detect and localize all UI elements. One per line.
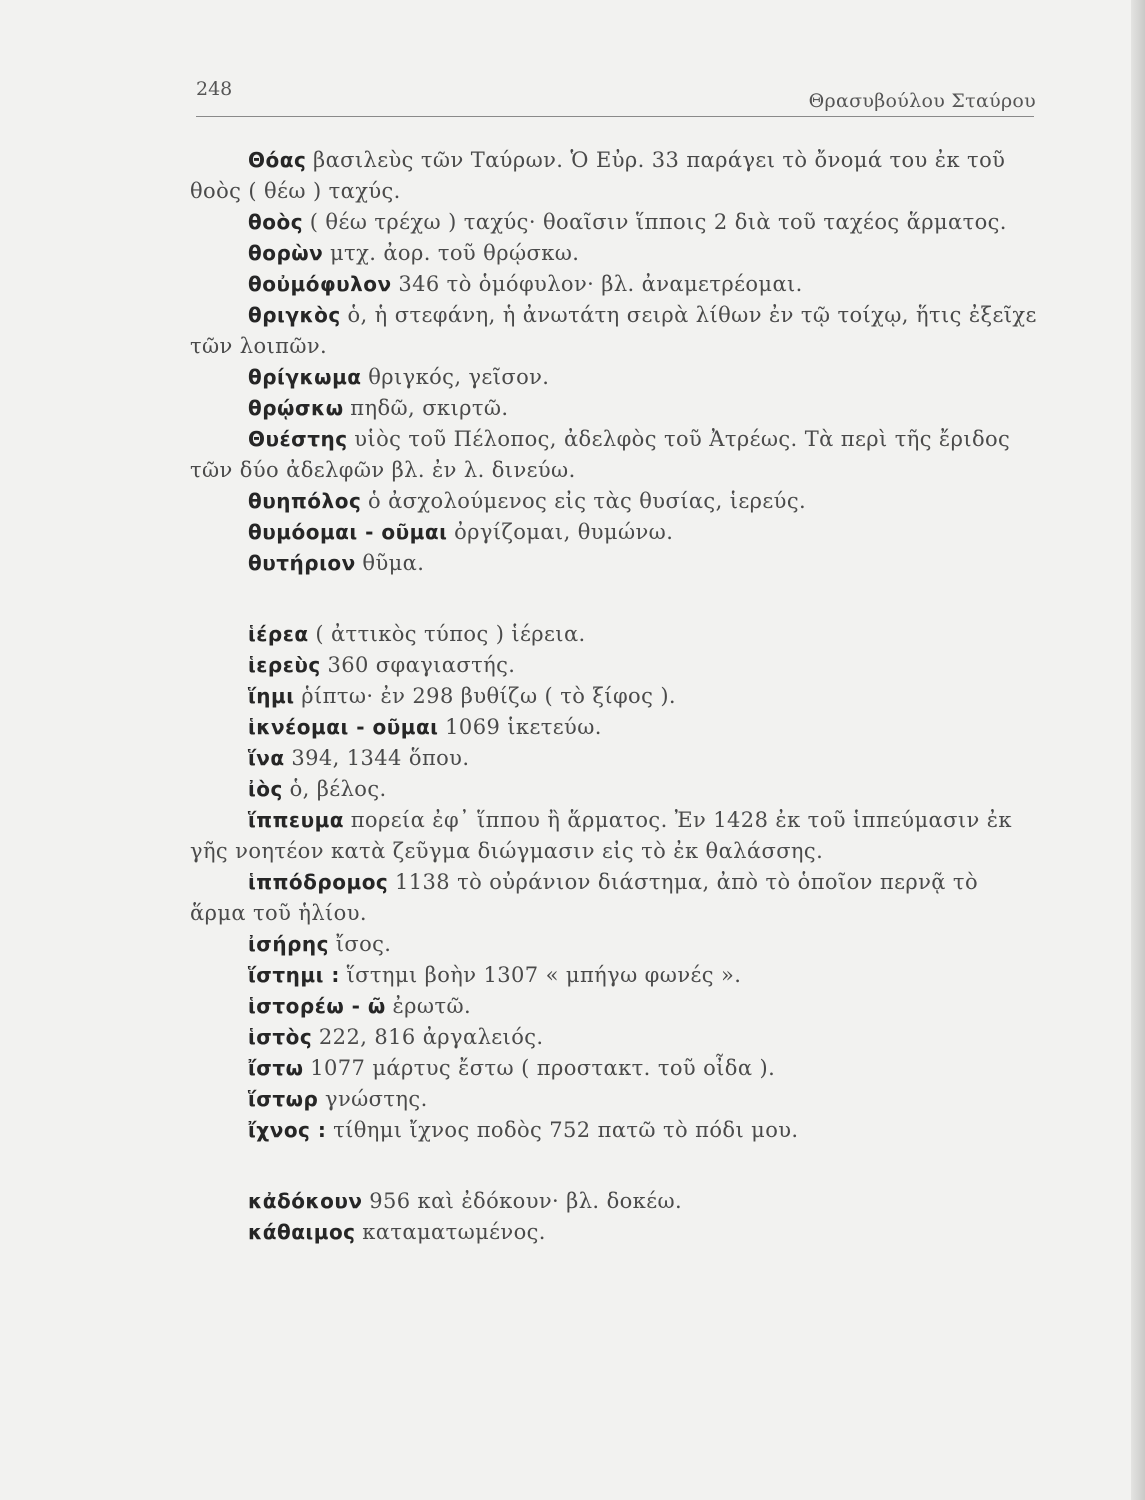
- definition: βασιλεὺς τῶν Ταύρων. Ὁ Εὐρ. 33 παράγει τὸ ὄνομά του ἐκ τοῦ θοὸς ( θέω ) ταχύς.: [190, 148, 1006, 203]
- headword: ἵππευμα: [248, 808, 345, 832]
- dictionary-entry: [190, 1217, 1040, 1248]
- headword: ἵνα: [248, 746, 285, 770]
- headword: κάθαιμος: [248, 1220, 356, 1244]
- headword: ἵστωρ: [248, 1087, 319, 1111]
- definition: μτχ. ἀορ. τοῦ θρῴσκω.: [330, 241, 580, 265]
- definition: 222, 816 ἀργαλειός.: [318, 1025, 544, 1049]
- headword: θυμόομαι - οῦμαι: [248, 520, 448, 544]
- definition: πηδῶ, σκιρτῶ.: [350, 396, 509, 420]
- headword: ἰὸς: [248, 777, 283, 801]
- dictionary-entry: [190, 743, 1040, 774]
- dictionary-entry: [190, 393, 1040, 424]
- definition: ῥίπτω· ἐν 298 βυθίζω ( τὸ ξίφος ).: [301, 684, 676, 708]
- dictionary-entry: [190, 867, 1040, 929]
- definition: ἵστημι βοὴν 1307 « μπήγω φωνές ».: [346, 963, 742, 987]
- dictionary-entry: [190, 548, 1040, 579]
- dictionary-entry: [190, 362, 1040, 393]
- dictionary-entry: [190, 486, 1040, 517]
- definition: 360 σφαγιαστής.: [327, 653, 516, 677]
- headword: ἱστορέω - ῶ: [248, 994, 386, 1018]
- headword: θυηπόλος: [248, 489, 362, 513]
- headword: ἱππόδρομος: [248, 870, 389, 894]
- dictionary-entry: [190, 1115, 1040, 1146]
- dictionary-entry: [190, 991, 1040, 1022]
- definition: 346 τὸ ὁμόφυλον· βλ. ἀναμετρέομαι.: [398, 272, 803, 296]
- headword: θρῴσκω: [248, 396, 344, 420]
- definition: θῦμα.: [362, 551, 425, 575]
- definition: ἴσος.: [335, 932, 392, 956]
- headword: κἀδόκουν: [248, 1189, 363, 1213]
- definition: πορεία ἐφ᾽ ἵππου ἢ ἅρματος. Ἐν 1428 ἐκ τοῦ ἱππεύμασιν ἐκ γῆς νοητέον κατὰ ζεῦγμα διώγμασιν εἰς τὸ ἐκ θαλάσσης.: [190, 808, 1012, 863]
- definition: ὁ ἀσχολούμενος εἰς τὰς θυσίας, ἱερεύς.: [367, 489, 807, 513]
- headword: ἱερεὺς: [248, 653, 321, 677]
- headword: ἴστω: [248, 1056, 304, 1080]
- dictionary-entry: [190, 207, 1040, 238]
- definition: θριγκός, γεῖσον.: [368, 365, 550, 389]
- definition: ὀργίζομαι, θυμώνω.: [454, 520, 674, 544]
- definition: ὁ, βέλος.: [289, 777, 387, 801]
- headword: ἱέρεα: [248, 622, 309, 646]
- dictionary-entry: [190, 1084, 1040, 1115]
- definition: ( ἀττικὸς τύπος ) ἱέρεια.: [315, 622, 586, 646]
- dictionary-entry: [190, 650, 1040, 681]
- definition: ἐρωτῶ.: [392, 994, 472, 1018]
- dictionary-entry: [190, 774, 1040, 805]
- dictionary-entry: [190, 805, 1040, 867]
- headword: θοὐμόφυλον: [248, 272, 392, 296]
- definition: καταματωμένος.: [362, 1220, 546, 1244]
- dictionary-entry: [190, 517, 1040, 548]
- dictionary-entry: [190, 619, 1040, 650]
- running-title: Θρασυβούλου Σταύρου: [808, 90, 1036, 112]
- dictionary-entry: [190, 1186, 1040, 1217]
- definition: 956 καὶ ἐδόκουν· βλ. δοκέω.: [369, 1189, 683, 1213]
- headword: ἵημι: [248, 684, 295, 708]
- headword: ἱστὸς: [248, 1025, 313, 1049]
- page-number: 248: [196, 78, 233, 100]
- definition: ( θέω τρέχω ) ταχύς· θοαῖσιν ἵπποις 2 διὰ τοῦ ταχέος ἅρματος.: [309, 210, 1007, 234]
- dictionary-entry: [190, 712, 1040, 743]
- header-rule: [196, 116, 1034, 117]
- definition: 1069 ἱκετεύω.: [445, 715, 602, 739]
- dictionary-entry: [190, 269, 1040, 300]
- definition: 1138 τὸ οὐράνιον διάστημα, ἀπὸ τὸ ὁποῖον περνᾷ τὸ ἅρμα τοῦ ἡλίου.: [190, 870, 978, 925]
- dictionary-entry: [190, 145, 1040, 207]
- headword: Θόας: [248, 148, 307, 172]
- headword: θριγκὸς: [248, 303, 341, 327]
- dictionary-entry: [190, 238, 1040, 269]
- definition: 394, 1344 ὅπου.: [291, 746, 470, 770]
- dictionary-entries: [190, 145, 1040, 1248]
- headword: θορὼν: [248, 241, 324, 265]
- page-edge: [1131, 0, 1145, 1500]
- definition: 1077 μάρτυς ἔστω ( προστακτ. τοῦ οἶδα ).: [310, 1056, 776, 1080]
- dictionary-entry: [190, 1053, 1040, 1084]
- dictionary-entry: [190, 960, 1040, 991]
- section-gap: [190, 1146, 1040, 1186]
- definition: ὁ, ἡ στεφάνη, ἡ ἀνωτάτη σειρὰ λίθων ἐν τῷ τοίχῳ, ἥτις ἐξεῖχε τῶν λοιπῶν.: [190, 303, 1037, 358]
- headword: ἴχνος :: [248, 1118, 327, 1142]
- headword: Θυέστης: [248, 427, 348, 451]
- headword: ἰσήρης: [248, 932, 330, 956]
- definition: τίθημι ἴχνος ποδὸς 752 πατῶ τὸ πόδι μου.: [333, 1118, 799, 1142]
- section-gap: [190, 579, 1040, 619]
- dictionary-entry: [190, 424, 1040, 486]
- dictionary-entry: [190, 300, 1040, 362]
- dictionary-entry: [190, 1022, 1040, 1053]
- definition: υἱὸς τοῦ Πέλοπος, ἀδελφὸς τοῦ Ἀτρέως. Τὰ περὶ τῆς ἔριδος τῶν δύο ἀδελφῶν βλ. ἐν λ. δινεύω.: [190, 427, 1011, 482]
- headword: ἵστημι :: [248, 963, 340, 987]
- headword: ἱκνέομαι - οῦμαι: [248, 715, 439, 739]
- page-header: [196, 72, 1036, 112]
- headword: θοὸς: [248, 210, 304, 234]
- definition: γνώστης.: [325, 1087, 428, 1111]
- dictionary-entry: [190, 929, 1040, 960]
- headword: θυτήριον: [248, 551, 356, 575]
- headword: θρίγκωμα: [248, 365, 362, 389]
- dictionary-entry: [190, 681, 1040, 712]
